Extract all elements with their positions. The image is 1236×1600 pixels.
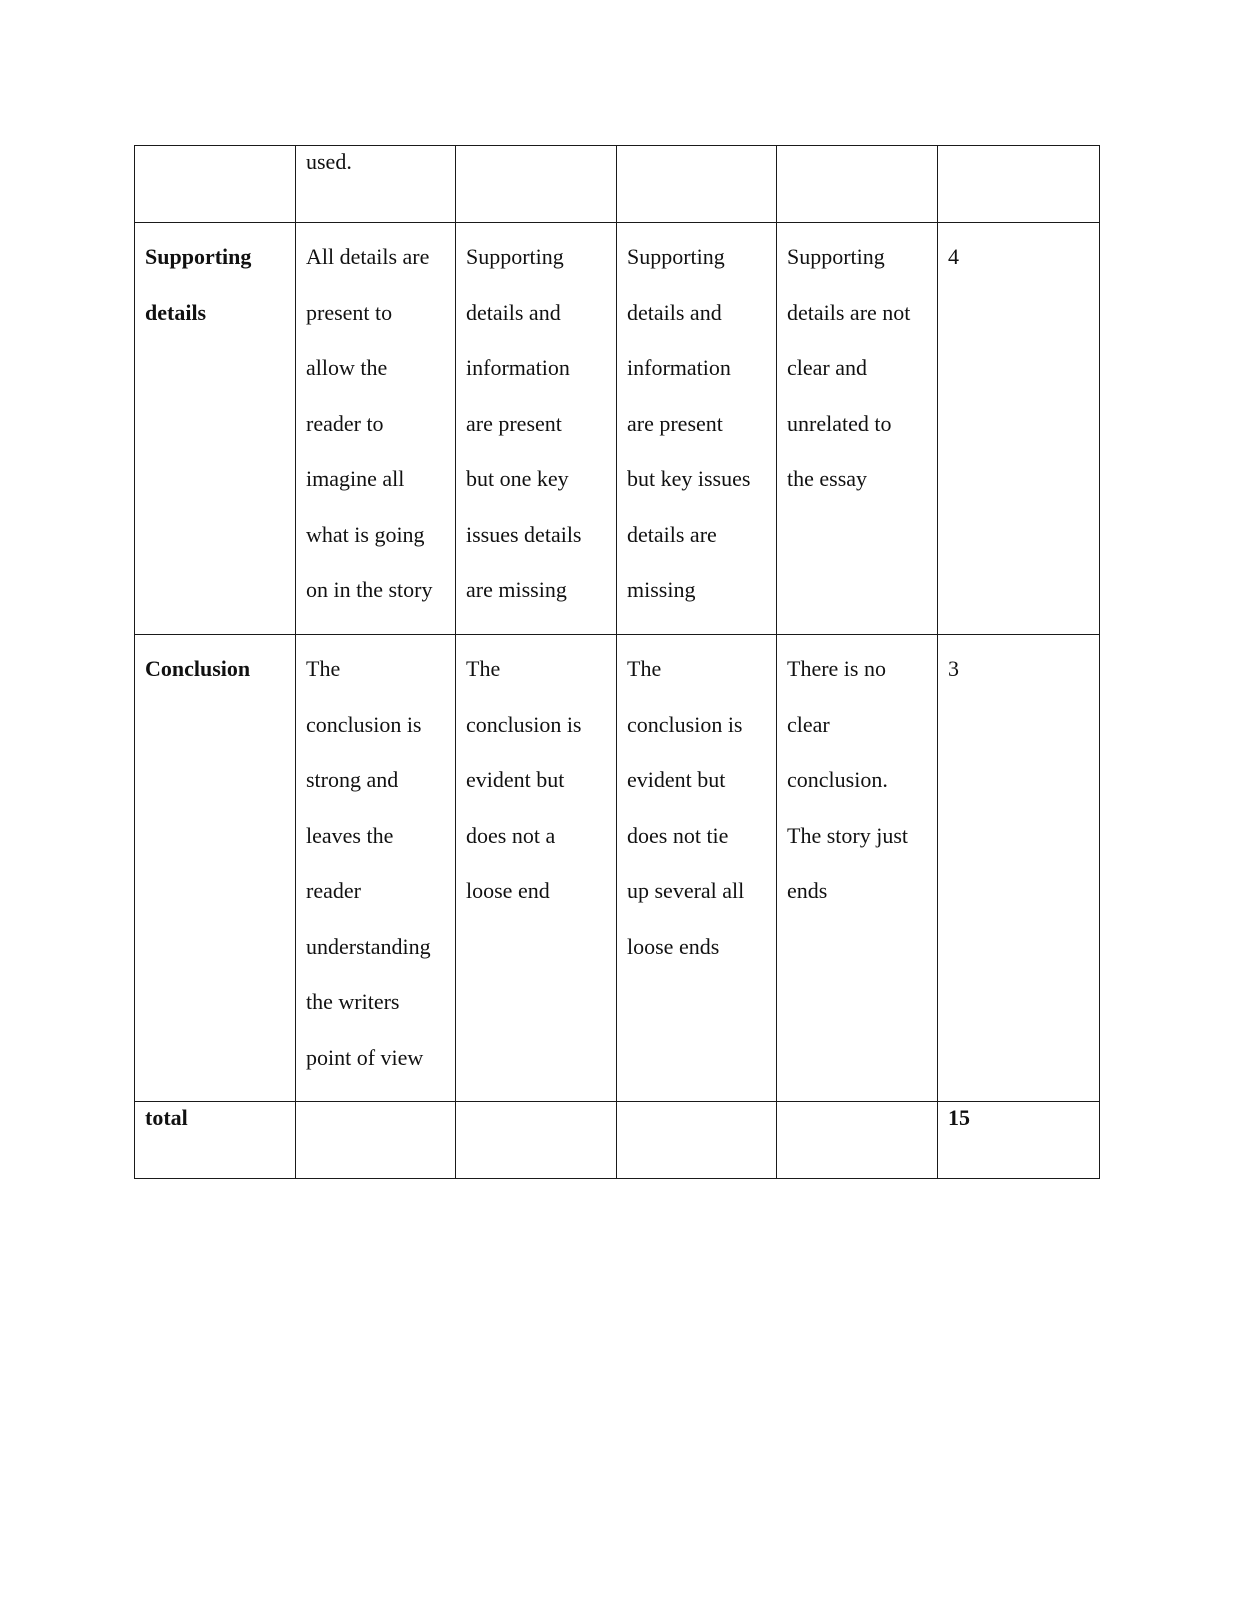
score-cell bbox=[938, 146, 1100, 223]
score-cell: 4 bbox=[938, 223, 1100, 635]
level-cell bbox=[456, 1102, 617, 1179]
rubric-table bbox=[134, 145, 1100, 1179]
criterion-cell bbox=[135, 146, 296, 223]
table-row bbox=[135, 223, 1100, 635]
level-cell: The conclusion is evident but does not a loose end bbox=[456, 635, 617, 1102]
level-cell: There is no clear conclusion. The story just ends bbox=[777, 635, 938, 1102]
table-row bbox=[135, 635, 1100, 1102]
level-cell: Supporting details and information are present but one key issues details are missing bbox=[456, 223, 617, 635]
table-row bbox=[135, 146, 1100, 223]
level-cell bbox=[777, 1102, 938, 1179]
level-cell: The conclusion is evident but does not tie up several all loose ends bbox=[617, 635, 777, 1102]
level-cell: All details are present to allow the reader to imagine all what is going on in the story bbox=[296, 223, 456, 635]
level-cell: Supporting details are not clear and unrelated to the essay bbox=[777, 223, 938, 635]
total-score-cell: 15 bbox=[938, 1102, 1100, 1179]
criterion-cell: Supporting details bbox=[135, 223, 296, 635]
level-cell bbox=[617, 146, 777, 223]
score-cell: 3 bbox=[938, 635, 1100, 1102]
level-cell: used. bbox=[296, 146, 456, 223]
criterion-cell: Conclusion bbox=[135, 635, 296, 1102]
level-cell bbox=[777, 146, 938, 223]
level-cell: Supporting details and information are present but key issues details are missing bbox=[617, 223, 777, 635]
level-cell: The conclusion is strong and leaves the reader understanding the writers point of view bbox=[296, 635, 456, 1102]
level-cell bbox=[617, 1102, 777, 1179]
level-cell bbox=[456, 146, 617, 223]
table-row bbox=[135, 1102, 1100, 1179]
criterion-cell: total bbox=[135, 1102, 296, 1179]
level-cell bbox=[296, 1102, 456, 1179]
